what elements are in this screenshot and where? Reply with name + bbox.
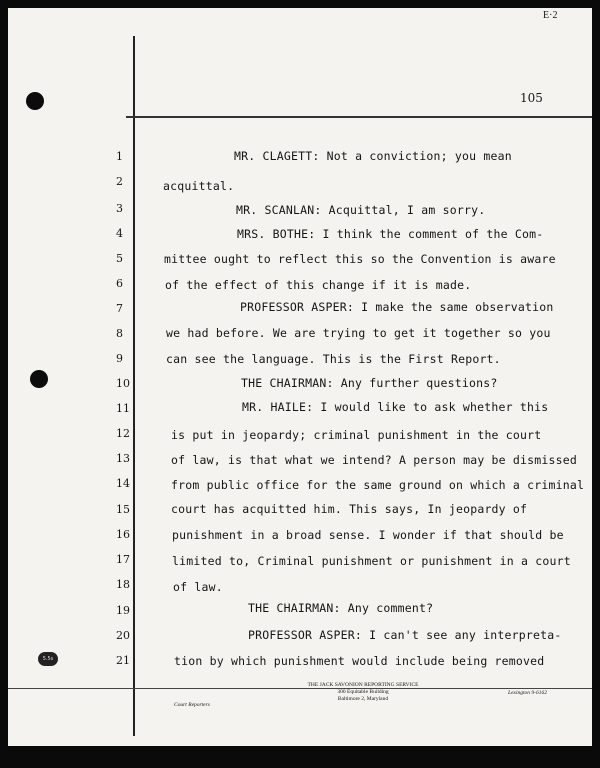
line-number: 4: [116, 227, 123, 240]
punch-hole-middle: [30, 370, 48, 388]
line-number: 10: [116, 377, 130, 390]
line-text: limited to, Criminal punishment or punishment in a court: [172, 554, 571, 568]
line-number: 18: [116, 578, 130, 591]
line-text: PROFESSOR ASPER: I make the same observation: [240, 300, 554, 314]
line-text: MR. HAILE: I would like to ask whether this: [242, 400, 549, 414]
line-text: from public office for the same ground on which a criminal: [171, 478, 585, 492]
line-number: 11: [116, 402, 130, 415]
line-text: mittee ought to reflect this so the Convention is aware: [164, 252, 556, 266]
line-text: court has acquitted him. This says, In jeopardy of: [171, 502, 528, 516]
line-text: THE CHAIRMAN: Any comment?: [248, 601, 434, 615]
line-text: is put in jeopardy; criminal punishment in the court: [171, 428, 542, 442]
line-text: PROFESSOR ASPER: I can't see any interpreta-: [248, 628, 562, 642]
line-text: tion by which punishment would include being removed: [174, 654, 545, 668]
line-text: of law, is that what we intend? A person may be dismissed: [171, 453, 578, 467]
line-text: MR. SCANLAN: Acquittal, I am sorry.: [236, 203, 486, 217]
corner-mark: E·2: [543, 10, 558, 21]
line-text: acquittal.: [163, 179, 235, 193]
line-number: 5: [116, 252, 123, 265]
footer-phone: Lexington 9-6162: [508, 690, 547, 696]
punch-hole-top: [26, 92, 44, 110]
line-number: 19: [116, 604, 130, 617]
line-number: 15: [116, 503, 130, 516]
line-number: 21: [116, 654, 130, 667]
line-text: of the effect of this change if it is made.: [165, 278, 472, 292]
line-text: MRS. BOTHE: I think the comment of the Com-: [237, 227, 544, 241]
line-number: 6: [116, 277, 123, 290]
footer-address-line: 300 Equitable Building: [337, 689, 389, 695]
line-text: of law.: [173, 580, 223, 594]
header-rule: [126, 116, 592, 118]
footer-service-name: THE JACK SAVONION REPORTING SERVICE: [307, 682, 419, 688]
line-number: 7: [116, 302, 123, 315]
transcript-page: [8, 8, 592, 746]
line-number: 17: [116, 553, 130, 566]
line-number: 20: [116, 629, 130, 642]
footer-court-reporters: Court Reporters: [174, 702, 210, 708]
line-number: 14: [116, 477, 130, 490]
line-number: 3: [116, 202, 123, 215]
line-text: MR. CLAGETT: Not a conviction; you mean: [234, 149, 512, 163]
line-number: 13: [116, 452, 130, 465]
line-number: 16: [116, 528, 130, 541]
line-text: we had before. We are trying to get it together so you: [166, 326, 551, 340]
footer-reporting-service: [238, 682, 488, 703]
line-number: 1: [116, 150, 123, 163]
line-text: THE CHAIRMAN: Any further questions?: [241, 376, 498, 390]
footer-city-line: Baltimore 2, Maryland: [337, 696, 389, 702]
margin-line: [133, 36, 135, 736]
line-text: punishment in a broad sense. I wonder if that should be: [172, 528, 564, 542]
page-number: 105: [520, 91, 543, 105]
line-number: 8: [116, 327, 123, 340]
line-text: can see the language. This is the First Report.: [166, 352, 501, 366]
sticker-label: 5.5s: [38, 652, 58, 666]
line-number: 12: [116, 427, 130, 440]
line-number: 9: [116, 352, 123, 365]
line-number: 2: [116, 175, 123, 188]
